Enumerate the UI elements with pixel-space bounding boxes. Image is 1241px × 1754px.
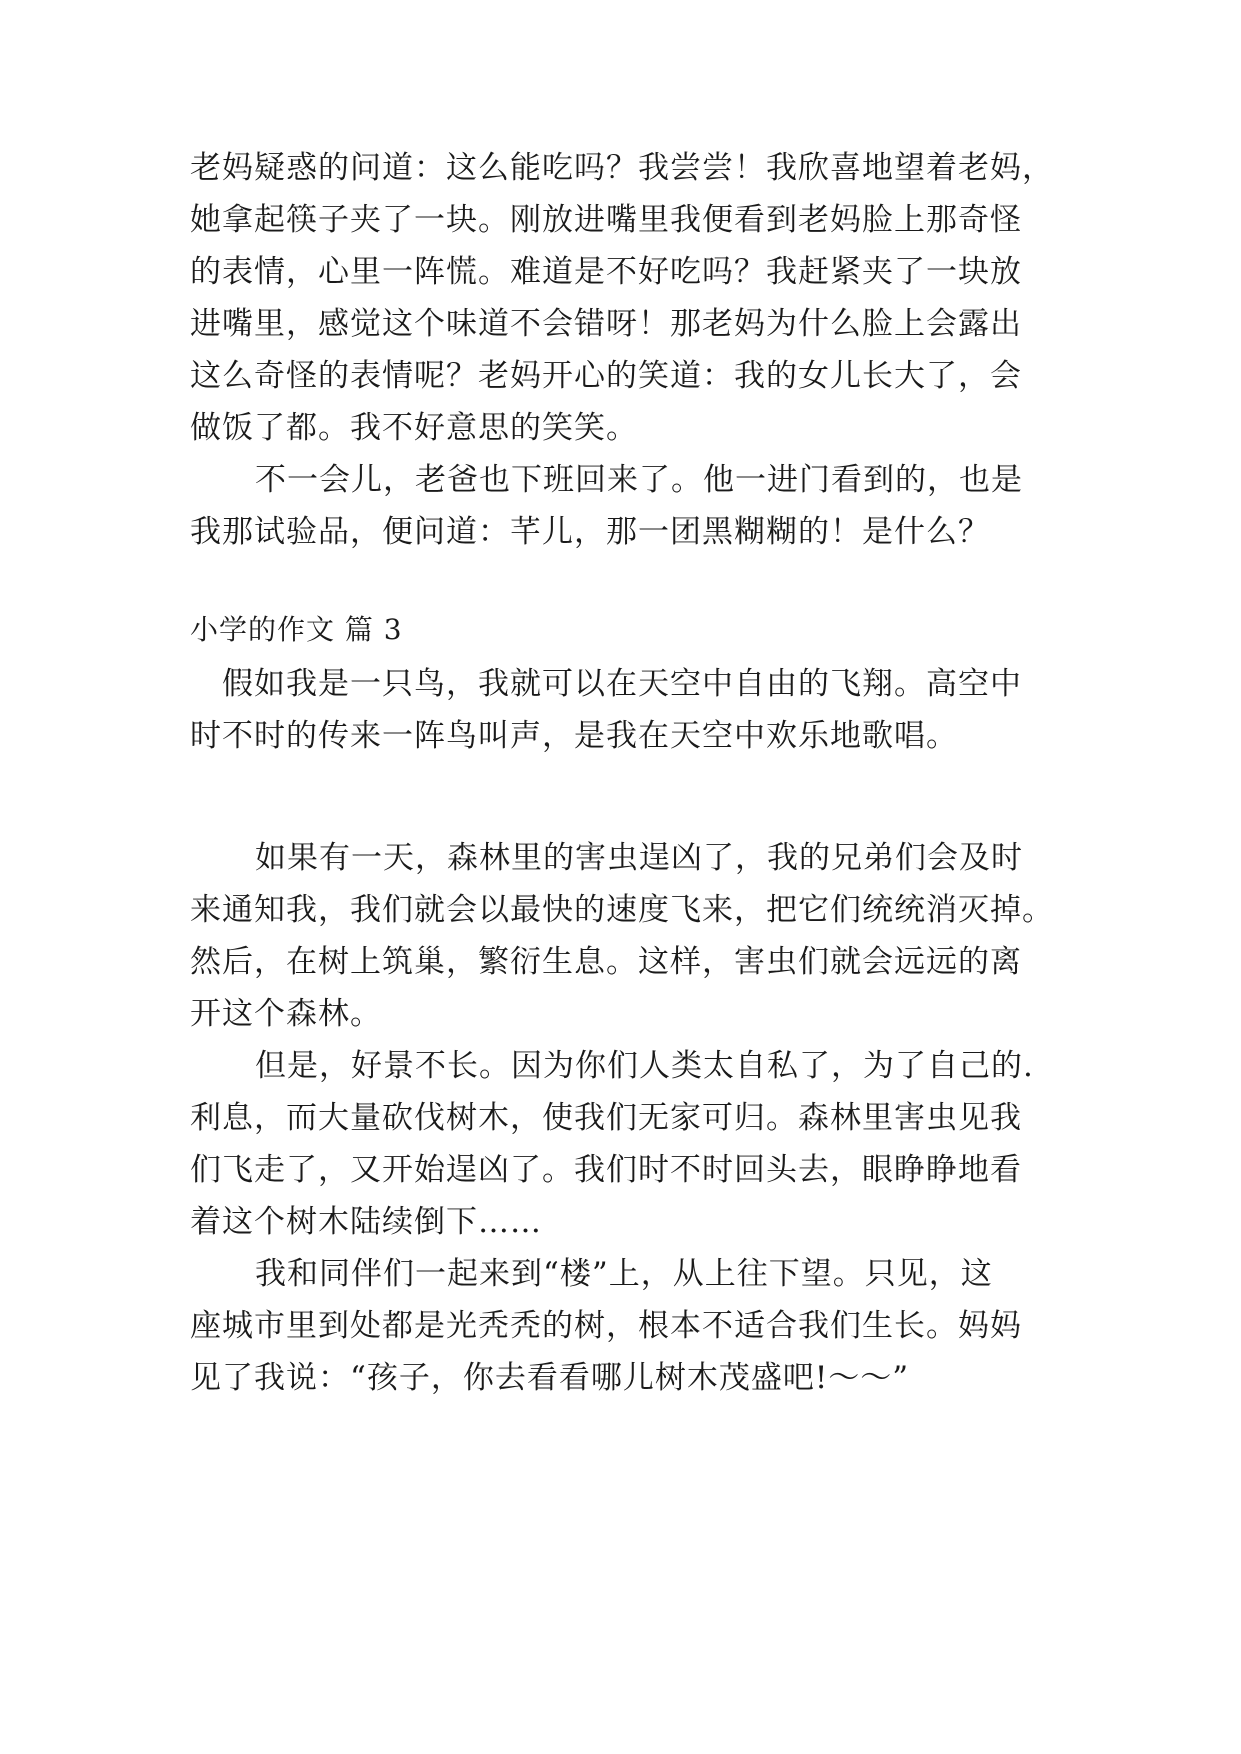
text-line: 来通知我，我们就会以最快的速度飞来，把它们统统消灭掉。 bbox=[190, 892, 1054, 928]
text-line: 进嘴里，感觉这个味道不会错呀！那老妈为什么脸上会露出 bbox=[190, 306, 1022, 342]
text-line: 然后，在树上筑巢，繁衍生息。这样，害虫们就会远远的离 bbox=[190, 944, 1022, 980]
text-line: 开这个森林。 bbox=[190, 996, 382, 1032]
text-line: 我那试验品，便问道：芊儿，那一团黑糊糊的！是什么？ bbox=[190, 514, 990, 550]
text-line: 做饭了都。我不好意思的笑笑。 bbox=[190, 410, 638, 446]
section-heading: 小学的作文 篇 3 bbox=[190, 613, 403, 646]
text-line: 但是，好景不长。因为你们人类太自私了，为了自己的. bbox=[255, 1048, 1034, 1084]
text-line: 利息，而大量砍伐树木，使我们无家可归。森林里害虫见我 bbox=[190, 1100, 1022, 1136]
text-line: 着这个树木陆续倒下…… bbox=[190, 1204, 542, 1240]
text-line: 座城市里到处都是光秃秃的树，根本不适合我们生长。妈妈 bbox=[190, 1308, 1022, 1344]
text-line: 们飞走了，又开始逞凶了。我们时不时回头去，眼睁睁地看 bbox=[190, 1152, 1022, 1188]
text-line: 时不时的传来一阵鸟叫声，是我在天空中欢乐地歌唱。 bbox=[190, 718, 958, 754]
text-line: 老妈疑惑的问道：这么能吃吗？我尝尝！我欣喜地望着老妈， bbox=[190, 150, 1054, 186]
text-line: 如果有一天，森林里的害虫逞凶了，我的兄弟们会及时 bbox=[255, 840, 1023, 876]
text-line: 的表情，心里一阵慌。难道是不好吃吗？我赶紧夹了一块放 bbox=[190, 254, 1022, 290]
text-line: 见了我说：“孩子，你去看看哪儿树木茂盛吧!～～” bbox=[190, 1360, 910, 1396]
text-line: 不一会儿，老爸也下班回来了。他一进门看到的，也是 bbox=[255, 462, 1023, 498]
text-line: 我和同伴们一起来到“楼”上，从上往下望。只见，这 bbox=[255, 1256, 993, 1292]
text-line: 假如我是一只鸟，我就可以在天空中自由的飞翔。高空中 bbox=[222, 666, 1022, 702]
text-line: 她拿起筷子夹了一块。刚放进嘴里我便看到老妈脸上那奇怪 bbox=[190, 202, 1022, 238]
text-line: 这么奇怪的表情呢？老妈开心的笑道：我的女儿长大了，会 bbox=[190, 358, 1022, 394]
